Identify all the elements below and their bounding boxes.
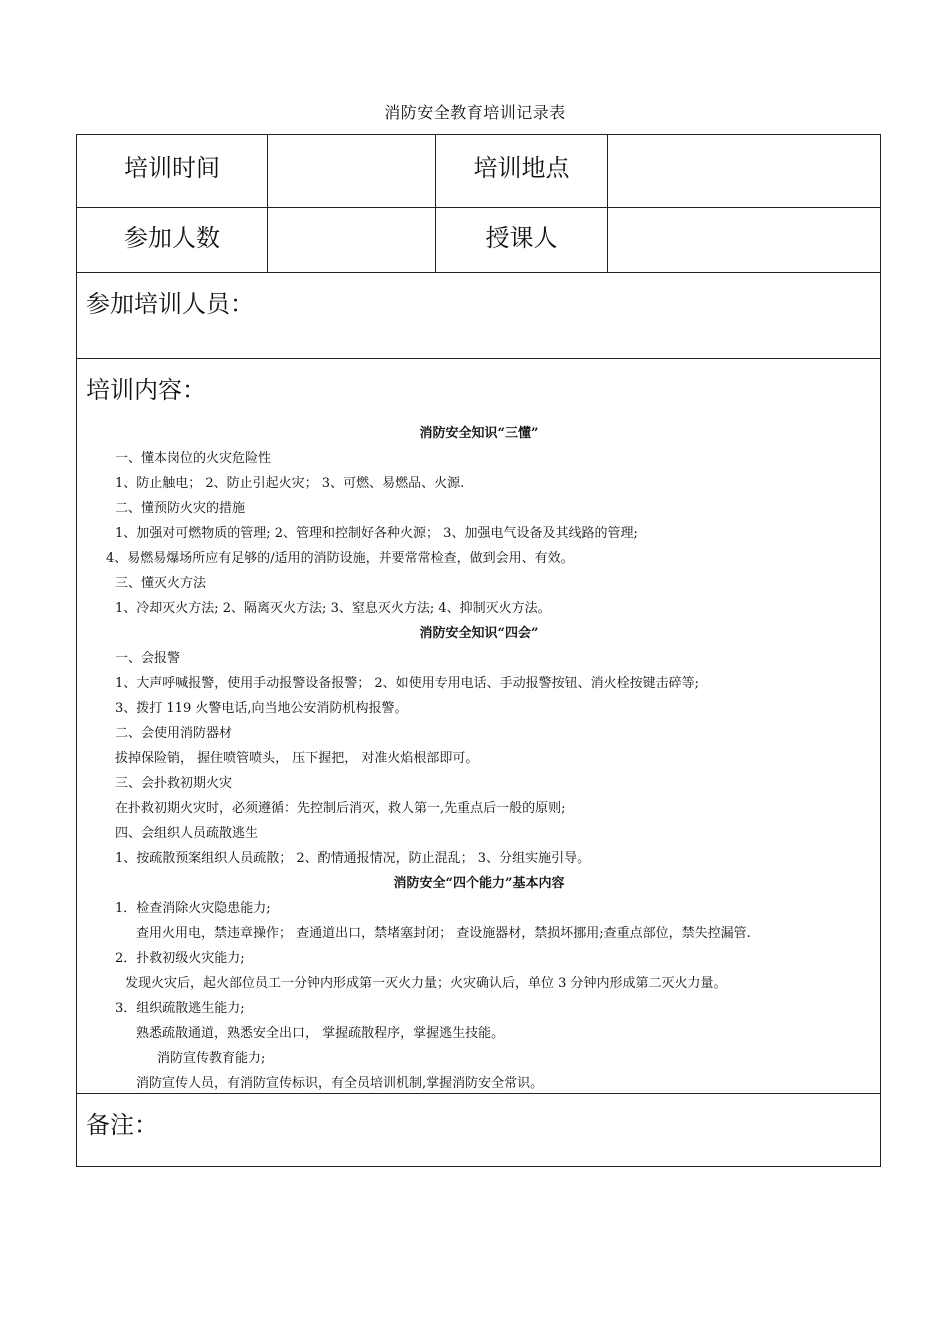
- sihui-2-text: 拔掉保险销， 握住喷管喷头， 压下握把， 对准火焰根部即可。: [115, 751, 479, 766]
- sihui-2-title: 二、会使用消防器材: [115, 726, 233, 741]
- sandong-2-text-b: 4、易燃易爆场所应有足够的/适用的消防设施，并要常常检查，做到会用、有效。: [106, 551, 574, 566]
- nengli-1-title: 1．检查消除火灾隐患能力;: [115, 901, 271, 916]
- participants-label: 参加培训人员：: [86, 290, 254, 318]
- sihui-3-text: 在扑救初期火灾时，必须遵循：先控制后消灭，救人第一,先重点后一般的原则;: [115, 801, 566, 816]
- sandong-3-title: 三、懂灭火方法: [115, 576, 207, 591]
- sandong-3-text: 1、冷却灭火方法; 2、隔离灭火方法; 3、窒息灭火方法; 4、抑制灭火方法。: [115, 601, 551, 616]
- lecturer-value[interactable]: [610, 220, 878, 260]
- document-title: 消防安全教育培训记录表: [384, 103, 566, 122]
- training-place-label: 培训地点: [473, 154, 570, 182]
- sandong-2-text-a: 1、加强对可燃物质的管理; 2、管理和控制好各种火源； 3、加强电气设备及其线路的管理;: [115, 526, 638, 541]
- nengli-4-title: 消防宣传教育能力;: [157, 1051, 266, 1066]
- sihui-1-text-b: 3、拨打 119 火警电话,向当地公安消防机构报警。: [115, 701, 408, 716]
- sihui-1-title: 一、会报警: [115, 651, 181, 666]
- training-time-value[interactable]: [270, 150, 433, 190]
- training-place-value[interactable]: [610, 150, 878, 190]
- sandong-1-text: 1、防止触电； 2、防止引起火灾； 3、可燃、易燃品、火源.: [115, 476, 465, 491]
- sandong-1-title: 一、懂本岗位的火灾危险性: [115, 451, 272, 466]
- remarks-label: 备注：: [86, 1111, 158, 1139]
- sihui-heading: 消防安全知识“四会”: [419, 626, 539, 641]
- content-label: 培训内容：: [86, 376, 206, 404]
- participants-count-value[interactable]: [270, 220, 433, 260]
- nengli-2-text: 发现火灾后，起火部位员工一分钟内形成第一灭火力量；火灾确认后，单位 3 分钟内形成第二灭火力量。: [125, 976, 727, 991]
- participants-count-label: 参加人数: [124, 224, 220, 252]
- training-time-label: 培训时间: [124, 154, 220, 182]
- lecturer-label: 授课人: [485, 224, 558, 252]
- sihui-3-title: 三、会扑救初期火灾: [115, 776, 233, 791]
- nengli-heading: 消防安全“四个能力”基本内容: [393, 876, 565, 891]
- sandong-heading: 消防安全知识“三懂”: [419, 426, 539, 441]
- nengli-3-title: 3．组织疏散逃生能力;: [115, 1001, 245, 1016]
- sihui-1-text-a: 1、大声呼喊报警，使用手动报警设备报警； 2、如使用专用电话、手动报警按钮、消火栓按键击碎等;: [115, 676, 700, 691]
- nengli-4-text: 消防宣传人员，有消防宣传标识，有全员培训机制,掌握消防安全常识。: [136, 1076, 544, 1091]
- sihui-4-title: 四、会组织人员疏散逃生: [115, 826, 259, 841]
- sihui-4-text: 1、按疏散预案组织人员疏散； 2、酌情通报情况，防止混乱； 3、分组实施引导。: [115, 851, 591, 866]
- nengli-3-text: 熟悉疏散通道，熟悉安全出口， 掌握疏散程序，掌握逃生技能。: [136, 1026, 505, 1041]
- nengli-2-title: 2．扑救初级火灾能力;: [115, 951, 245, 966]
- nengli-1-text: 查用火用电，禁违章操作； 查通道出口，禁堵塞封闭； 查设施器材，禁损坏挪用;查重点部位，禁失控漏管.: [136, 926, 751, 941]
- sandong-2-title: 二、懂预防火灾的措施: [115, 501, 246, 516]
